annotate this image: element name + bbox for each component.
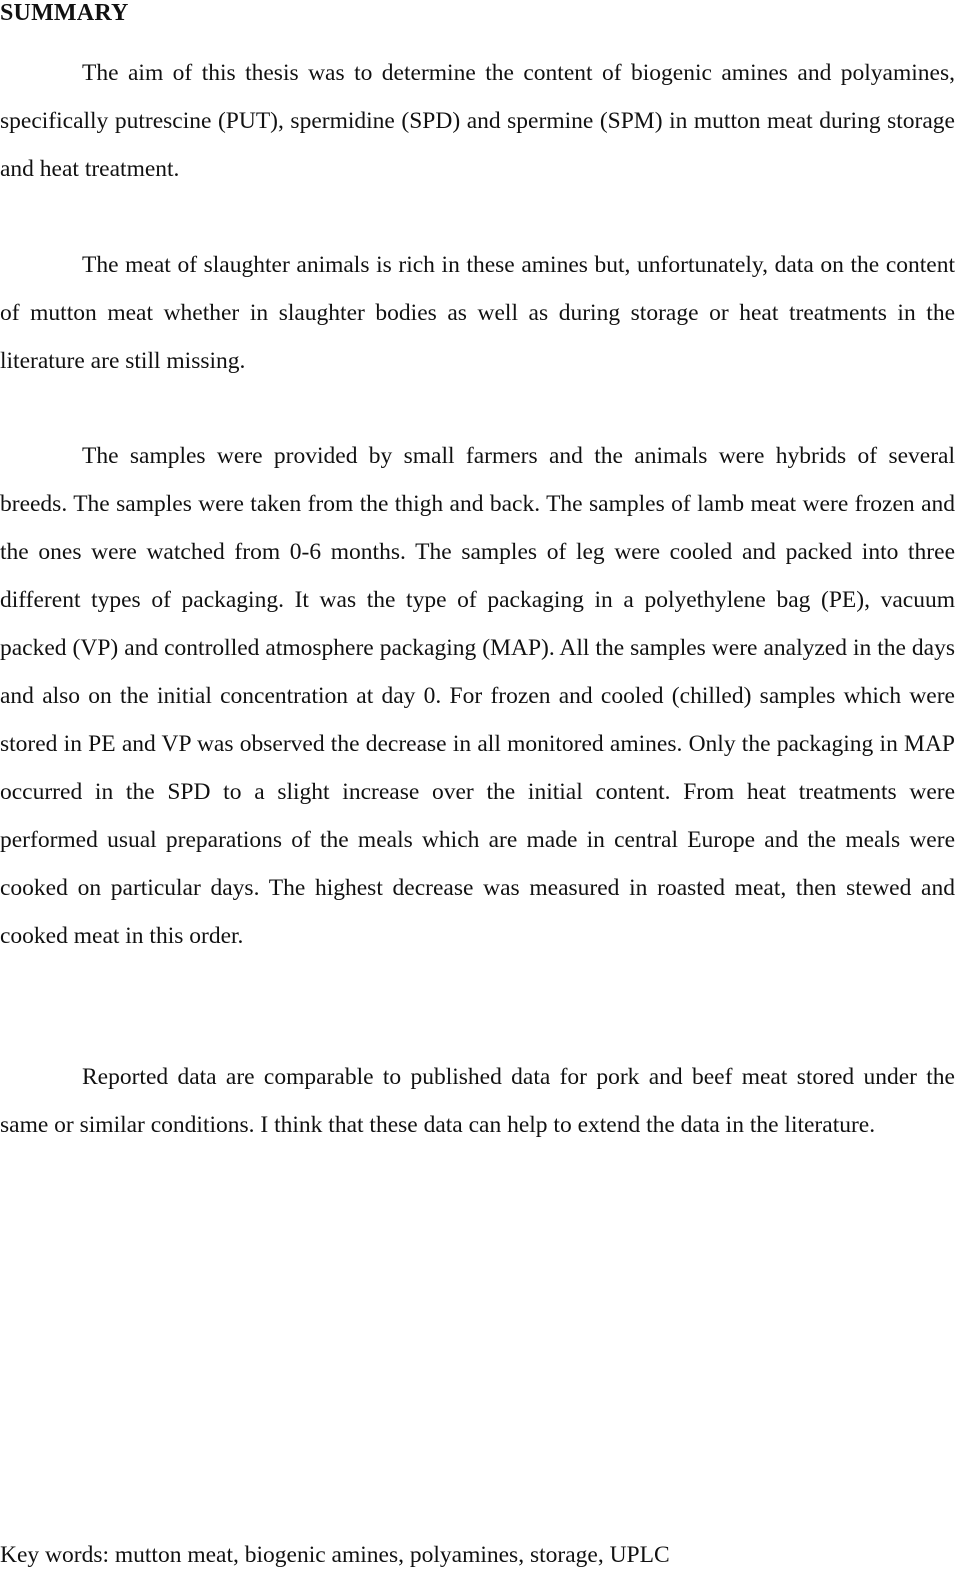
paragraph-conclusion: Reported data are comparable to published data for pork and beef meat stored under the same or similar conditions. I think that these data can help to extend the data in the literature.	[0, 1064, 955, 1138]
keywords-line: Key words: mutton meat, biogenic amines, polyamines, storage, UPLC	[0, 1542, 670, 1568]
paragraph-background: The meat of slaughter animals is rich in these amines but, unfortunately, data on the content of mutton meat whether in slaughter bodies as well as during storage or heat treatments in the literature are still missing.	[0, 252, 955, 374]
summary-heading: SUMMARY	[0, 0, 129, 26]
paragraph-methods-results: The samples were provided by small farmers and the animals were hybrids of several breeds. The samples were taken from the thigh and back. The samples of lamb meat were frozen and the ones were watched from 0-6 months. The samples of leg were cooled and packed into three different types of packaging. It was the type of packaging in a polyethylene bag (PE), vacuum packed (VP) and controlled atmosphere packaging (MAP). All the samples were analyzed in the days and also on the initial concentration at day 0. For frozen and cooled (chilled) samples which were stored in PE and VP was observed the decrease in all monitored amines. Only the packaging in MAP occurred in the SPD to a slight increase over the initial content. From heat treatments were performed usual preparations of the meals which are made in central Europe and the meals were cooked on particular days. The highest decrease was measured in roasted meat, then stewed and cooked meat in this order.	[0, 443, 955, 949]
paragraph-aim: The aim of this thesis was to determine the content of biogenic amines and polyamines, specifically putrescine (PUT), spermidine (SPD) and spermine (SPM) in mutton meat during storage and heat treatment.	[0, 60, 955, 182]
